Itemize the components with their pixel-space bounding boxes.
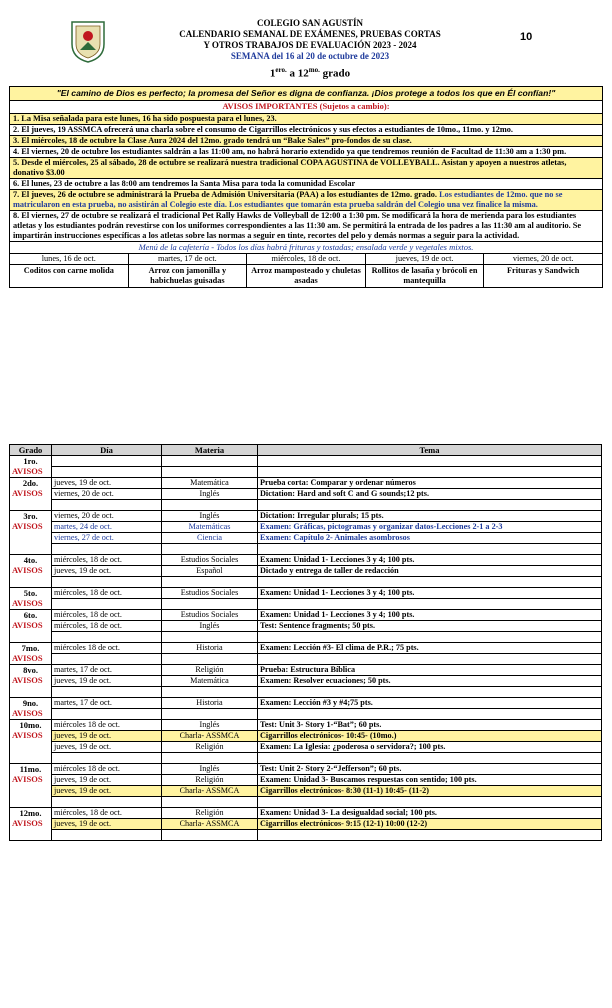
topic-cell: Cigarrillos electrónicos- 10:45- (10mo.)	[258, 731, 602, 742]
day-cell: jueves, 19 de oct.	[52, 775, 162, 786]
subject-cell: Estudios Sociales	[162, 610, 258, 621]
grade-cell: 7mo. AVISOS	[10, 643, 52, 665]
avisos-label: AVISOS	[12, 818, 43, 828]
table-row	[10, 566, 602, 577]
menu-day: lunes, 16 de oct.	[10, 254, 128, 265]
grade-cell: 8vo. AVISOS	[10, 665, 52, 698]
day-cell: jueves, 19 de oct.	[52, 478, 162, 489]
document-title-line1: CALENDARIO SEMANAL DE EXÁMENES, PRUEBAS CORTAS	[179, 29, 441, 39]
table-row	[10, 742, 602, 753]
subject-cell: Inglés	[162, 720, 258, 731]
table-row	[10, 456, 602, 467]
avisos-label: AVISOS	[12, 598, 43, 608]
school-name: COLEGIO SAN AGUSTÍN	[256, 18, 364, 28]
table-row	[10, 533, 602, 544]
day-cell: martes, 17 de oct.	[52, 665, 162, 676]
menu-day-column	[366, 254, 485, 287]
header-day: Día	[52, 445, 162, 456]
menu-day: viernes, 20 de oct.	[484, 254, 602, 265]
table-row-spacer	[10, 797, 602, 808]
day-cell	[52, 456, 162, 467]
menu-day: miércoles, 18 de oct.	[247, 254, 365, 265]
topic-cell	[258, 456, 602, 467]
notice-item: 8. El viernes, 27 de octubre se realizará el tradicional Pet Rally Hawks de Volleyball de 12:00 a 1:30 pm. Se modificará la hora de merienda para los estudiantes atletas y los estudiantes podrán revestirse con los uniformes correspondientes a las 11:30 am. Se permitirá la entrada de los padres a las 11:30 am al auditorio. Se impartirán instrucciones específicas a los atletas sobre las normas a seguir en tinte, recortes del pelo y demás normas a seguir para la actividad.	[10, 211, 602, 242]
table-row	[10, 819, 602, 830]
table-row	[10, 478, 602, 489]
menu-day-column	[129, 254, 248, 287]
day-cell: miércoles 18 de oct.	[52, 643, 162, 654]
topic-cell: Cigarrillos electrónicos- 8:30 (11-1) 10:45- (11-2)	[258, 786, 602, 797]
subject-cell: Religión	[162, 808, 258, 819]
avisos-label: AVISOS	[12, 521, 43, 531]
subject-cell	[162, 456, 258, 467]
avisos-label: AVISOS	[12, 466, 43, 476]
day-cell: miércoles, 18 de oct.	[52, 555, 162, 566]
day-cell: martes, 24 de oct.	[52, 522, 162, 533]
table-row	[10, 808, 602, 819]
subject-cell: Inglés	[162, 621, 258, 632]
subject-cell: Historia	[162, 698, 258, 709]
menu-day-column	[10, 254, 129, 287]
notice-item: 4. El viernes, 20 de octubre los estudiantes saldrán a las 11:00 am, no habrá horario extendido ya que tendremos reunión de Facultad de 11:30 am a 1:30 pm.	[10, 147, 602, 158]
grade-range: $1^{ero.}$ a $12^{mo.}$ grado	[269, 66, 351, 80]
day-cell: miércoles, 18 de oct.	[52, 610, 162, 621]
notice-item: 3. El miércoles, 18 de octubre la Clase Aura 2024 del 12mo. grado tendrá un “Bake Sales” pro-fondos de su clase.	[10, 136, 602, 147]
topic-cell: Examen: Unidad 3- La desigualdad social; 100 pts.	[258, 808, 602, 819]
topic-cell: Examen: Unidad 1- Lecciones 3 y 4; 100 pts.	[258, 610, 602, 621]
table-row-spacer	[10, 830, 602, 841]
avisos-label: AVISOS	[12, 675, 43, 685]
table-row-spacer	[10, 544, 602, 555]
menu-food: Arroz con jamonilla y habichuelas guisadas	[148, 266, 227, 285]
subject-cell: Inglés	[162, 511, 258, 522]
topic-cell: Prueba: Estructura Bíblica	[258, 665, 602, 676]
grade-cell: 9no. AVISOS	[10, 698, 52, 720]
day-cell: viernes, 20 de oct.	[52, 489, 162, 500]
avisos-label: AVISOS	[12, 730, 43, 740]
table-header-row	[10, 445, 602, 456]
menu-day: martes, 17 de oct.	[129, 254, 247, 265]
subject-cell: Charla- ASSMCA	[162, 819, 258, 830]
grade-cell: 4to. AVISOS	[10, 555, 52, 588]
topic-cell: Dictation: Hard and soft C and G sounds;12 pts.	[258, 489, 602, 500]
menu-food: Coditos con carne molida	[23, 266, 114, 275]
subject-cell: Charla- ASSMCA	[162, 731, 258, 742]
topic-cell: Examen: Lección #3 y #4;75 pts.	[258, 698, 602, 709]
topic-cell: Test: Unit 2- Story 2-“Jefferson”; 60 pts.	[258, 764, 602, 775]
menu-food: Frituras y Sandwich	[506, 266, 580, 275]
notice-item: 5. Desde el miércoles, 25 al sábado, 28 de octubre se realizará nuestra tradicional COPA AGUSTINA de VOLLEYBALL. Asistan y apoyen a nuestros atletas, donativo $3.00	[10, 158, 602, 179]
menu-food: Rollitos de lasaña y brócoli en mantequilla	[371, 266, 478, 285]
topic-cell: Cigarrillos electrónicos- 9:15 (12-1) 10:00 (12-2)	[258, 819, 602, 830]
avisos-label: AVISOS	[12, 488, 43, 498]
topic-cell: Test: Unit 3- Story 1-“Bat”; 60 pts.	[258, 720, 602, 731]
topic-cell: Dictado y entrega de taller de redacción	[258, 566, 602, 577]
grade-cell: 1ro. AVISOS	[10, 456, 52, 478]
table-row	[10, 786, 602, 797]
table-row-spacer	[10, 687, 602, 698]
week-range: SEMANA del 16 al 20 de octubre de 2023	[230, 51, 390, 61]
notice-item: 6. El lunes, 23 de octubre a las 8:00 am tendremos la Santa Misa para toda la comunidad Escolar	[10, 179, 602, 190]
menu-food: Arroz mamposteado y chuletas asadas	[251, 266, 361, 285]
avisos-label: AVISOS	[12, 774, 43, 784]
table-row	[10, 522, 602, 533]
cafeteria-menu	[10, 254, 602, 287]
day-cell: miércoles 18 de oct.	[52, 720, 162, 731]
avisos-label: AVISOS	[12, 708, 43, 718]
day-cell: miércoles, 18 de oct.	[52, 588, 162, 599]
table-row	[10, 555, 602, 566]
subject-cell: Religión	[162, 775, 258, 786]
document-title-line2: Y OTROS TRABAJOS DE EVALUACIÓN 2023 - 2024	[203, 40, 417, 50]
topic-cell: Examen: Unidad 1- Lecciones 3 y 4; 100 pts.	[258, 588, 602, 599]
topic-cell: Dictation: Irregular plurals; 15 pts.	[258, 511, 602, 522]
subject-cell: Inglés	[162, 489, 258, 500]
table-row	[10, 720, 602, 731]
day-cell: miércoles, 18 de oct.	[52, 621, 162, 632]
topic-cell: Prueba corta: Comparar y ordenar números	[258, 478, 602, 489]
topic-cell: Examen: Resolver ecuaciones; 50 pts.	[258, 676, 602, 687]
day-cell: jueves, 19 de oct.	[52, 676, 162, 687]
table-row	[10, 610, 602, 621]
grade-cell: 5to. AVISOS	[10, 588, 52, 610]
day-cell: jueves, 19 de oct.	[52, 819, 162, 830]
table-row-spacer	[10, 654, 602, 665]
grade-cell: 6to. AVISOS	[10, 610, 52, 643]
document-header	[0, 0, 612, 88]
table-row	[10, 676, 602, 687]
grade-cell: 12mo. AVISOS	[10, 808, 52, 841]
grade-cell: 10mo. AVISOS	[10, 720, 52, 764]
notice-item: 1. La Misa señalada para este lunes, 16 ha sido pospuesta para el lunes, 23.	[10, 114, 602, 125]
table-row	[10, 731, 602, 742]
header-subject: Materia	[162, 445, 258, 456]
table-row	[10, 511, 602, 522]
menu-day-column	[484, 254, 602, 287]
subject-cell: Español	[162, 566, 258, 577]
table-row-spacer	[10, 500, 602, 511]
topic-cell: Examen: Capítulo 2- Animales asombrosos	[258, 533, 602, 544]
subject-cell: Charla- ASSMCA	[162, 786, 258, 797]
cafeteria-menu-title: Menú de la cafetería - Todos los días habrá frituras y tostadas; ensalada verde y vegetales mixtos.	[10, 242, 602, 254]
table-row	[10, 588, 602, 599]
day-cell: viernes, 27 de oct.	[52, 533, 162, 544]
notice-item: 7. El jueves, 26 de octubre se administrará la Prueba de Admisión Universitaria (PAA) a los estudiantes de 12mo. grado. Los estudiantes de 12mo. que no se matricularon en esta prueba, no asistirán al Colegio este día. Los estudiantes que tomarán esta prueba saldrán del Colegio una vez finalice la misma.	[10, 190, 602, 211]
table-row	[10, 775, 602, 786]
table-row	[10, 698, 602, 709]
table-row-spacer	[10, 599, 602, 610]
avisos-label: AVISOS	[12, 653, 43, 663]
table-row	[10, 665, 602, 676]
day-cell: miércoles 18 de oct.	[52, 764, 162, 775]
evaluation-schedule-table	[9, 444, 602, 841]
table-row-spacer	[10, 577, 602, 588]
school-crest-icon	[68, 20, 108, 64]
notice-item-note: Los estudiantes de 12mo. que no se matricularon en esta prueba, no asistirán al Colegio este día. Los estudiantes que tomarán esta prueba saldrán del Colegio una vez finalice la misma.	[13, 190, 563, 209]
notices-box	[9, 86, 603, 288]
day-cell: jueves, 19 de oct.	[52, 731, 162, 742]
topic-cell: Examen: Unidad 1- Lecciones 3 y 4; 100 pts.	[258, 555, 602, 566]
day-cell: jueves, 19 de oct.	[52, 742, 162, 753]
table-row	[10, 643, 602, 654]
subject-cell: Religión	[162, 742, 258, 753]
header-grade: Grado	[10, 445, 52, 456]
subject-cell: Matemática	[162, 478, 258, 489]
topic-cell: Test: Sentence fragments; 50 pts.	[258, 621, 602, 632]
table-row	[10, 764, 602, 775]
subject-cell: Religión	[162, 665, 258, 676]
table-row-spacer	[10, 709, 602, 720]
notice-item: 2. El jueves, 19 ASSMCA ofrecerá una charla sobre el consumo de Cigarrillos electrónicos y sus efectos a estudiantes de 10mo., 11mo. y 12mo.	[10, 125, 602, 136]
day-cell: jueves, 19 de oct.	[52, 566, 162, 577]
subject-cell: Matemáticas	[162, 522, 258, 533]
table-row	[10, 489, 602, 500]
day-cell: martes, 17 de oct.	[52, 698, 162, 709]
subject-cell: Matemática	[162, 676, 258, 687]
grade-cell: 11mo. AVISOS	[10, 764, 52, 808]
topic-cell: Examen: Lección #3- El clima de P.R.; 75 pts.	[258, 643, 602, 654]
topic-cell: Examen: Gráficas, pictogramas y organizar datos-Lecciones 2-1 a 2-3	[258, 522, 602, 533]
subject-cell: Estudios Sociales	[162, 588, 258, 599]
subject-cell: Ciencia	[162, 533, 258, 544]
subject-cell: Historia	[162, 643, 258, 654]
bible-verse: "El camino de Dios es perfecto; la promesa del Señor es digna de confianza. ¡Dios protege a todos los que en Él confían!"	[10, 87, 602, 101]
table-row-spacer	[10, 467, 602, 478]
grade-cell: 2do. AVISOS	[10, 478, 52, 511]
avisos-title: AVISOS IMPORTANTES (Sujetos a cambio):	[10, 101, 602, 114]
topic-cell: Examen: Unidad 3- Buscamos respuestas con sentido; 100 pts.	[258, 775, 602, 786]
avisos-label: AVISOS	[12, 565, 43, 575]
table-row-spacer	[10, 753, 602, 764]
page-number: 10	[520, 31, 533, 43]
grade-cell: 3ro. AVISOS	[10, 511, 52, 555]
avisos-label: AVISOS	[12, 620, 43, 630]
menu-day-column	[247, 254, 366, 287]
topic-cell: Examen: La Iglesia: ¿poderosa o servidora?; 100 pts.	[258, 742, 602, 753]
table-row	[10, 621, 602, 632]
day-cell: miércoles, 18 de oct.	[52, 808, 162, 819]
subject-cell: Inglés	[162, 764, 258, 775]
header-topic: Tema	[258, 445, 602, 456]
day-cell: jueves, 19 de oct.	[52, 786, 162, 797]
menu-day: jueves, 19 de oct.	[366, 254, 484, 265]
day-cell: viernes, 20 de oct.	[52, 511, 162, 522]
subject-cell: Estudios Sociales	[162, 555, 258, 566]
table-row-spacer	[10, 632, 602, 643]
